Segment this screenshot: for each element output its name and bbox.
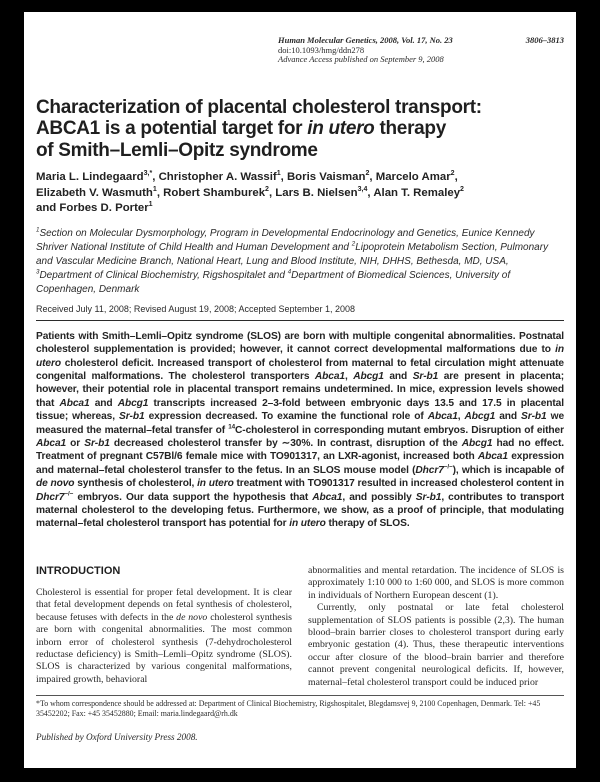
- abstract-top-divider: [36, 320, 564, 321]
- introduction-columns: [36, 565, 564, 689]
- article-title-line: Characterization of placental cholesterol transport:: [36, 96, 482, 118]
- intro-paragraph: abnormalities and mental retardation. The incidence of SLOS is approximately 1:10 000 to 1:60 000, and SLOS is more common in individuals of Northern European descent (1).: [308, 564, 564, 601]
- affiliations: $^1$Section on Molecular Dysmorphology, Program in Developmental Endocrinology and Genetics, Eunice Kennedy Shriver National Institute of Child Health and Human Development and $^2$Lipoprotein Metabolism Section, Pulmonary and Vascular Medicine Branch, National Heart, Lung and Blood Institute, NIH, DHHS, Bethesda, MD, USA, $^3$Department of Clinical Biochemistry, Rigshospitalet and $^4$Department of Biomedical Sciences, University of Copenhagen, Denmark: [36, 226, 549, 295]
- introduction-heading: INTRODUCTION: [36, 564, 121, 577]
- doi-line: doi:10.1093/hmg/ddn278: [278, 44, 365, 55]
- intro-left-text: [36, 587, 292, 686]
- journal-header: [278, 36, 564, 65]
- journal-title-line: Human Molecular Genetics, 2008, Vol. 17, No. 23: [278, 35, 453, 45]
- page-range: 3806–3813: [525, 35, 564, 45]
- author-line: Elizabeth V. Wasmuth$^1$, Robert Shamburek$^2$, Lars B. Nielsen$^{3,4}$, Alan T. Remaley$^2$: [36, 185, 464, 199]
- advance-access-line: Advance Access published on September 9, 2008: [278, 54, 444, 65]
- author-list: [36, 170, 564, 217]
- abstract-text: Patients with Smith–Lemli–Opitz syndrome (SLOS) are born with multiple congenital abnormalities. Postnatal cholesterol supplementation is provided; however, it cannot correct developmental malformations due to in utero cholesterol deficit. Increased transport of cholesterol from maternal to fetal circulation might attenuate congenital malformations. The cholesterol transporters Abca1, Abcg1 and Sr-b1 are present in placenta; however, their potential role in placental transport remains undetermined. In mice, expression levels showed that Abca1 and Abcg1 transcripts increased 2–3-fold between embryonic days 13.5 and 17.5 in placental tissue; whereas, Sr-b1 expression decreased. To examine the functional role of Abca1, Abcg1 and Sr-b1 we measured the maternal–fetal transfer of $^{14}$C-cholesterol in corresponding mutant embryos. Disruption of either Abca1 or Sr-b1 decreased cholesterol transfer by ∼30%. In contrast, disruption of the Abcg1 had no effect. Treatment of pregnant C57Bl/6 female mice with TO901317, an LXR-agonist, increased both Abca1 expression and maternal–fetal cholesterol transfer to the fetus. In an SLOS mouse model (Dhcr7−/−), which is incapable of de novo synthesis of cholesterol, in utero treatment with TO901317 resulted in increased cholesterol content in Dhcr7−/− embryos. Our data support the hypothesis that Abca1, and possibly Sr-b1, contributes to transport maternal cholesterol to the developing fetus. Furthermore, we show, as a proof of principle, that modulating maternal–fetal cholesterol transport has potential for in utero therapy of SLOS.: [36, 330, 565, 530]
- article-title-line: of Smith–Lemli–Opitz syndrome: [36, 139, 318, 161]
- article-title-line: ABCA1 is a potential target for in utero therapy: [36, 118, 446, 140]
- article-title: [36, 97, 564, 162]
- paper-page: [24, 12, 576, 768]
- intro-right-column: [308, 565, 564, 689]
- correspondence-footnote: *To whom correspondence should be addressed at: Department of Clinical Biochemistry, Rigshospitalet, Blegdamsvej 9, 2100 Copenhagen, Denmark. Tel: +45 35452202; Fax: +45 35452880; Email: maria.lindegaard@rh.dk: [36, 698, 541, 718]
- footnote-divider: [36, 695, 564, 696]
- author-line: and Forbes D. Porter$^1$: [36, 201, 153, 215]
- intro-left-column: [36, 565, 292, 689]
- author-line: Maria L. Lindegaard$^{3,*}$, Christopher A. Wassif$^1$, Boris Vaisman$^2$, Marcelo Amar$^2$,: [36, 170, 458, 184]
- received-dates: Received July 11, 2008; Revised August 19, 2008; Accepted September 1, 2008: [36, 303, 356, 314]
- publisher-line: Published by Oxford University Press 2008.: [36, 731, 198, 742]
- intro-right-text: [308, 565, 564, 689]
- intro-paragraph: Cholesterol is essential for proper fetal development. It is clear that fetal development depends on fetal synthesis of cholesterol, because fetuses with defects in the de novo cholesterol synthesis are born with congenital abnormalities. The most common inborn error of cholesterol synthesis (7-dehydrocholesterol reductase deficiency) is Smith–Lemli–Opitz syndrome (SLOS). SLOS is characterized by various congenital malformations, impaired growth, behavioral: [36, 586, 292, 685]
- intro-paragraph: Currently, only postnatal or late fetal cholesterol supplementation of SLOS patients is possible (2,3). The human blood–brain barrier closes to cholesterol transport during early embryonic gestation (4). Thus, these therapeutic interventions occur after closure of the blood–brain barrier and therefore cannot prevent congenital neurological deficits. If, however, maternal–fetal cholesterol transport could be induced prior: [308, 602, 564, 688]
